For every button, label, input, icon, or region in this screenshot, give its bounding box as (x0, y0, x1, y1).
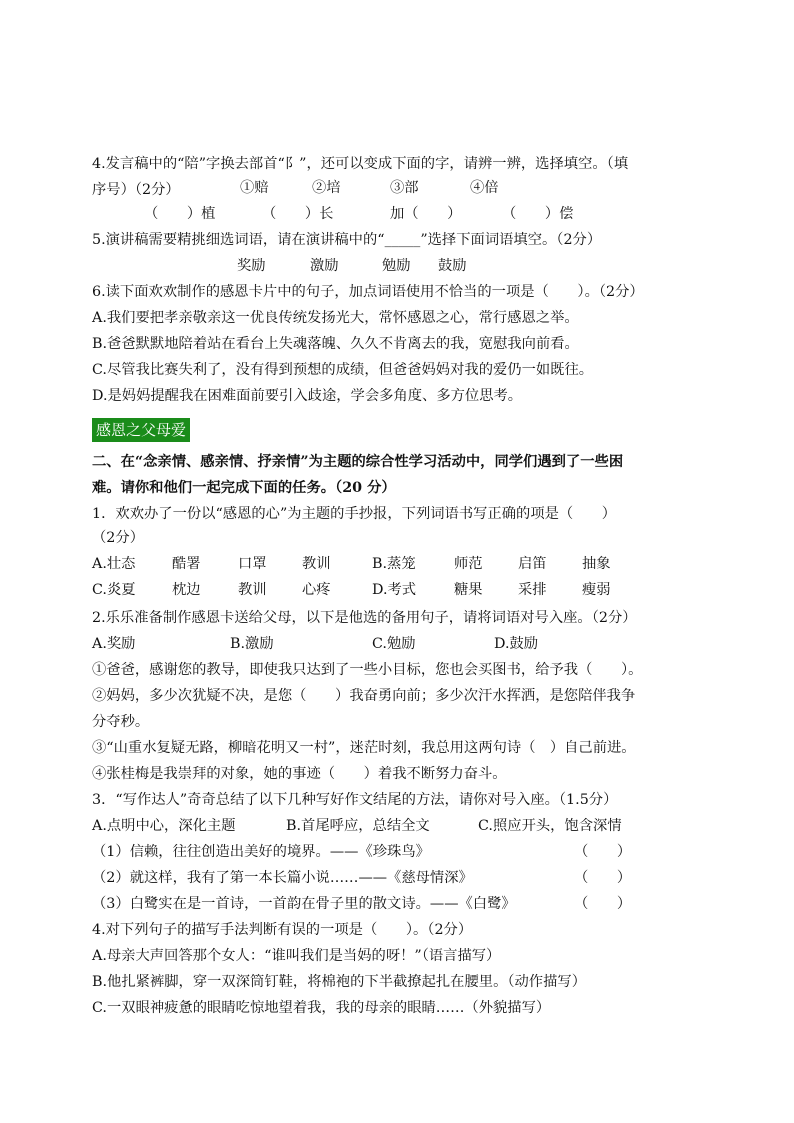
s3-item-1: （1）信赖，往往创造出美好的境界。——《珍珠鸟》 (92, 844, 430, 860)
q4-line1: 4.发言稿中的“陪”字换去部首“阝”，还可以变成下面的字，请辨一辨，选择填空。（填 (92, 156, 629, 172)
s2-option-b: B.激励 (230, 636, 274, 652)
s4-option-a: A.母亲大声回答那个女人：“谁叫我们是当妈的呀！”（语言描写） (92, 948, 501, 964)
s1-word: 教训 (302, 556, 331, 572)
s1-word: A.壮态 (92, 556, 136, 572)
s2-item-2b: 分夺秒。 (92, 714, 150, 730)
s2-item-1: ①爸爸，感谢您的教导，即使我只达到了一些小目标，您也会买图书，给予我（ ）。 (92, 662, 643, 678)
q5-word-1: 奖励 (237, 258, 266, 274)
s1-word: 师范 (454, 556, 483, 572)
s3-answer-blank: （ ） (574, 896, 632, 912)
s3-line1: 3．“写作达人”奇奇总结了以下几种写好作文结尾的方法，请你对号入座。（1.5分） (92, 792, 618, 808)
s1-line1: 1．欢欢办了一份以“感恩的心”为主题的手抄报，下列词语书写正确的项是（ ） (92, 506, 617, 522)
q4-blank-1: （ ）植 (144, 206, 216, 222)
section-banner: 感恩之父母爱 (92, 418, 190, 442)
s2-line1: 2.乐乐准备制作感恩卡送给父母，以下是他选的备用句子，请将词语对号入座。（2分） (92, 610, 637, 626)
q5-word-3: 勉励 (382, 258, 411, 274)
s3-option-a: A.点明中心，深化主题 (92, 818, 236, 834)
s4-option-b: B.他扎紧裤脚，穿一双深筒钉鞋，将棉袍的下半截撩起扎在腰里。（动作描写） (92, 974, 586, 990)
q4-blank-3: 加（ ） (390, 206, 462, 222)
s3-answer-blank: （ ） (574, 870, 632, 886)
s3-option-b: B.首尾呼应，总结全文 (286, 818, 430, 834)
q6-option-d: D.是妈妈提醒我在困难面前要引入歧途，学会多角度、多方位思考。 (92, 388, 523, 404)
section2-line1: 二、在“念亲情、感亲情、抒亲情”为主题的综合性学习活动中，同学们遇到了一些困 (92, 454, 624, 470)
q6-option-a: A.我们要把孝亲敬亲这一优良传统发扬光大，常怀感恩之心，常行感恩之举。 (92, 310, 579, 326)
s2-item-3: ③“山重水复疑无路，柳暗花明又一村”，迷茫时刻，我总用这两句诗（ ）自己前进。 (92, 740, 636, 756)
s1-line2: （2分） (92, 530, 144, 546)
q4-line2: 序号）（2分） (92, 182, 180, 198)
s1-word: 心疼 (302, 582, 331, 598)
s3-item-3: （3）白鹭实在是一首诗，一首韵在骨子里的散文诗。——《白鹭》 (92, 896, 516, 912)
s1-word: 口罩 (238, 556, 267, 572)
s1-word: 酷署 (172, 556, 201, 572)
s1-word: 枕边 (172, 582, 201, 598)
q4-option-1: ①赔 (240, 180, 269, 196)
s3-option-c: C.照应开头，饱含深情 (478, 818, 622, 834)
s1-word: B.蒸笼 (372, 556, 416, 572)
q6-option-b: B.爸爸默默地陪着站在看台上失魂落魄、久久不肯离去的我，宽慰我向前看。 (92, 336, 579, 352)
section2-line2: 难。请你和他们一起完成下面的任务。（20 分） (92, 480, 396, 496)
q5-word-2: 激励 (310, 258, 339, 274)
q4-blank-2: （ ）长 (262, 206, 334, 222)
s1-word: D.考式 (372, 582, 417, 598)
s2-item-2a: ②妈妈，多少次犹疑不决，是您（ ）我奋勇向前；多少次汗水挥洒，是您陪伴我争 (92, 688, 636, 704)
s1-word: 抽象 (582, 556, 611, 572)
q5-word-4: 鼓励 (438, 258, 467, 274)
q4-blank-4: （ ）偿 (502, 206, 574, 222)
q4-option-4: ④倍 (470, 180, 499, 196)
s3-answer-blank: （ ） (574, 844, 632, 860)
s1-word: 采排 (518, 582, 547, 598)
s3-item-2: （2）就这样，我有了第一本长篇小说……——《慈母情深》 (92, 870, 473, 886)
s4-option-c: C.一双眼神疲惫的眼睛吃惊地望着我，我的母亲的眼睛……（外貌描写） (92, 1000, 551, 1016)
q4-option-2: ②培 (312, 180, 341, 196)
s1-word: 教训 (238, 582, 267, 598)
s4-line1: 4.对下列句子的描写手法判断有误的一项是（ ）。（2分） (92, 922, 473, 938)
s2-option-a: A.奖励 (92, 636, 136, 652)
q4-option-3: ③部 (390, 180, 419, 196)
s1-word: 瘦弱 (582, 582, 611, 598)
q5-line1: 5.演讲稿需要精挑细选词语，请在演讲稿中的“_____”选择下面词语填空。（2分） (92, 232, 602, 248)
s1-word: 启笛 (518, 556, 547, 572)
s1-word: C.炎夏 (92, 582, 136, 598)
q6-line1: 6.读下面欢欢制作的感恩卡片中的句子，加点词语使用不恰当的一项是（ ）。（2分） (92, 284, 644, 300)
s2-item-4: ④张桂梅是我崇拜的对象，她的事迹（ ）着我不断努力奋斗。 (92, 766, 507, 782)
s1-word: 糖果 (454, 582, 483, 598)
s2-option-d: D.鼓励 (494, 636, 539, 652)
q6-option-c: C.尽管我比赛失利了，没有得到预想的成绩，但爸爸妈妈对我的爱仍一如既往。 (92, 362, 594, 378)
s2-option-c: C.勉励 (372, 636, 416, 652)
